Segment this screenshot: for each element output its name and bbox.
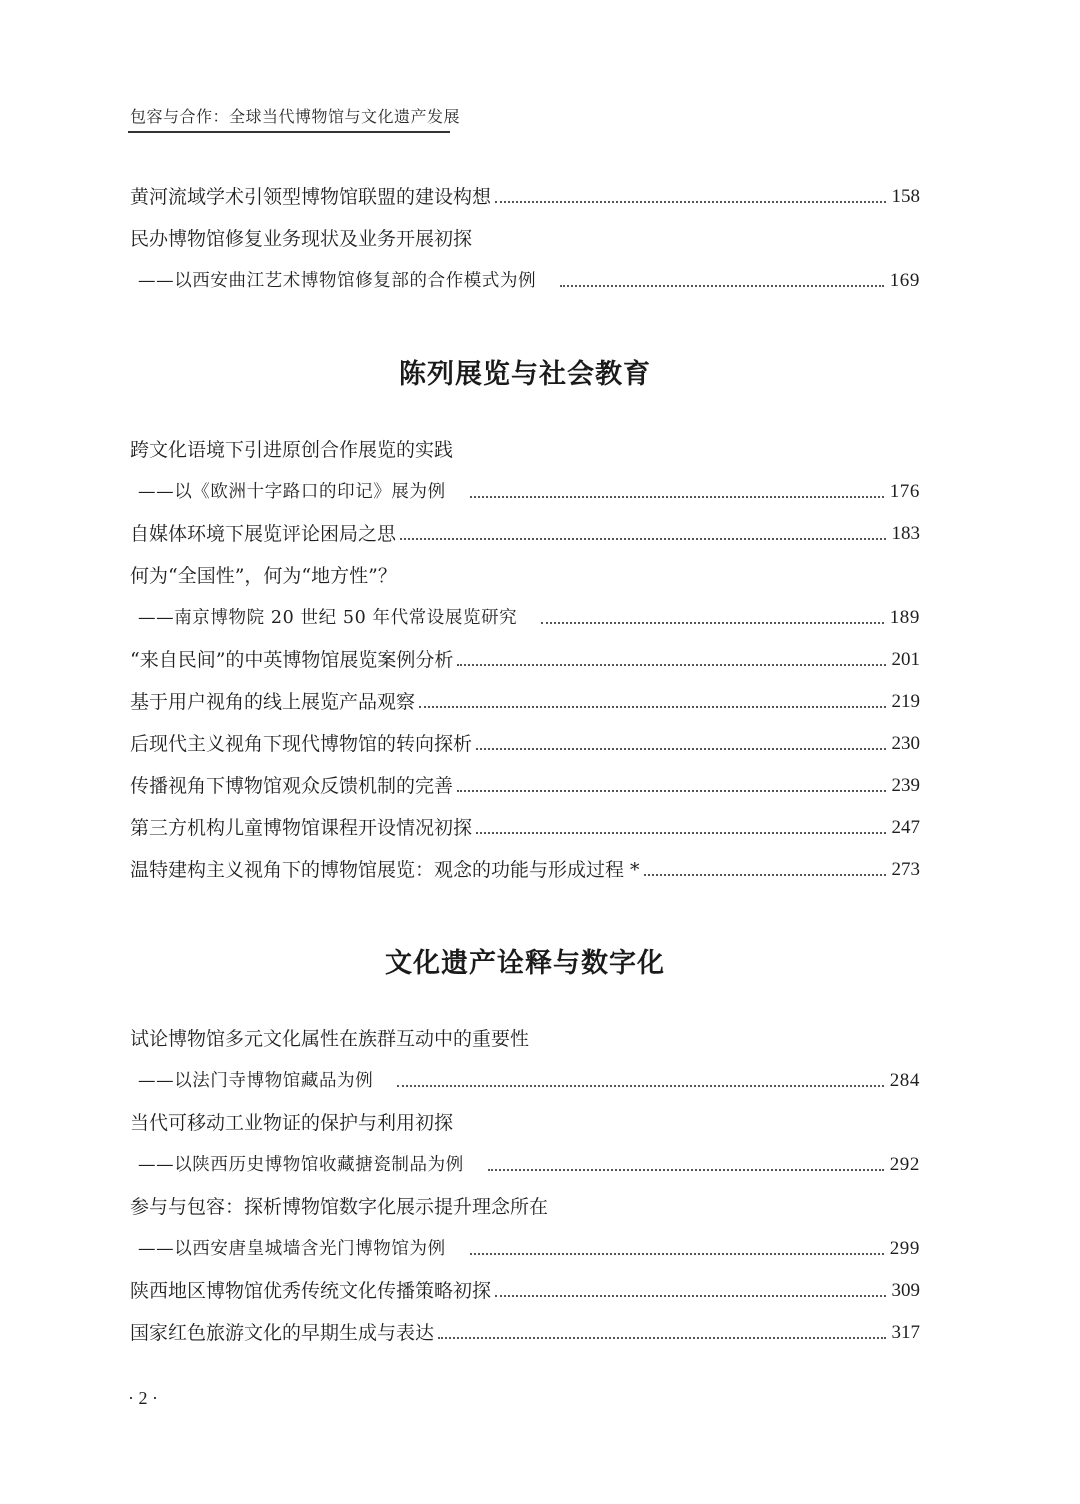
toc-entry-subtitle-line[interactable] — [138, 477, 920, 507]
toc-entry-subtitle: ——以法门寺博物馆藏品为例 — [138, 1071, 374, 1091]
toc-entry-title[interactable]: 试论博物馆多元文化属性在族群互动中的重要性 — [130, 1028, 530, 1050]
toc-entry-subtitle: ——以西安唐皇城墙含光门博物馆为例 — [138, 1239, 446, 1259]
toc-entry-page: 239 — [891, 775, 920, 796]
toc-entry-subtitle-line[interactable] — [138, 1066, 920, 1096]
toc-entry-page: 317 — [891, 1322, 920, 1343]
toc-entry[interactable] — [130, 687, 920, 717]
leader-dots — [476, 748, 885, 750]
toc-entry-subtitle-line[interactable] — [138, 1234, 920, 1264]
toc-entry-subtitle-line[interactable] — [138, 1150, 920, 1180]
toc-entry-page: 299 — [889, 1238, 920, 1259]
toc-entry-subtitle: ——以西安曲江艺术博物馆修复部的合作模式为例 — [138, 271, 537, 291]
toc-entry-page: 169 — [889, 270, 920, 291]
toc-entry-title: 后现代主义视角下现代博物馆的转向探析 — [130, 733, 473, 755]
toc-entry-title: 传播视角下博物馆观众反馈机制的完善 — [130, 775, 454, 797]
leader-dots — [419, 706, 885, 708]
toc-entry-subtitle: ——南京博物院 20 世纪 50 年代常设展览研究 — [138, 608, 518, 628]
toc-entry-title: 陕西地区博物馆优秀传统文化传播策略初探 — [130, 1280, 492, 1302]
toc-entry-title: 黄河流域学术引领型博物馆联盟的建设构想 — [130, 186, 492, 208]
section-heading: 陈列展览与社会教育 — [399, 359, 651, 390]
toc-entry-title[interactable]: 参与与包容：探析博物馆数字化展示提升理念所在 — [130, 1196, 549, 1218]
toc-entry[interactable] — [130, 729, 920, 759]
toc-entry-subtitle-line[interactable] — [138, 603, 920, 633]
toc-entry-page: 158 — [891, 186, 920, 207]
leader-dots — [644, 874, 886, 876]
running-header: 包容与合作：全球当代博物馆与文化遗产发展 — [130, 107, 461, 126]
toc-entry-title: 国家红色旅游文化的早期生成与表达 — [130, 1322, 435, 1344]
toc-entry-page: 273 — [891, 859, 920, 880]
toc-entry-title[interactable]: 民办博物馆修复业务现状及业务开展初探 — [130, 228, 473, 250]
leader-dots — [476, 832, 885, 834]
toc-entry-page: 219 — [891, 691, 920, 712]
toc-entry-page: 201 — [891, 649, 920, 670]
toc-entry-page: 189 — [889, 607, 920, 628]
toc-entry-page: 247 — [891, 817, 920, 838]
toc-entry[interactable] — [130, 1276, 920, 1306]
leader-dots — [560, 285, 883, 287]
toc-entry-subtitle: ——以陕西历史博物馆收藏搪瓷制品为例 — [138, 1155, 464, 1175]
toc-entry-page: 284 — [889, 1070, 920, 1091]
leader-dots — [495, 201, 885, 203]
toc-entry-subtitle-line[interactable] — [138, 266, 920, 296]
toc-entry-title: 第三方机构儿童博物馆课程开设情况初探 — [130, 817, 473, 839]
leader-dots — [495, 1295, 885, 1297]
leader-dots — [400, 538, 885, 540]
toc-entry-page: 183 — [891, 523, 920, 544]
toc-entry[interactable] — [130, 813, 920, 843]
leader-dots — [457, 790, 885, 792]
leader-dots — [470, 496, 884, 498]
toc-entry-page: 176 — [889, 481, 920, 502]
toc-entry-page: 309 — [891, 1280, 920, 1301]
section-heading: 文化遗产诠释与数字化 — [385, 948, 665, 979]
leader-dots — [470, 1253, 884, 1255]
toc-entry[interactable] — [130, 855, 920, 885]
toc-entry[interactable] — [130, 1318, 920, 1348]
toc-entry-title: 基于用户视角的线上展览产品观察 — [130, 691, 416, 713]
toc-entry-page: 292 — [889, 1154, 920, 1175]
toc-entry[interactable] — [130, 519, 920, 549]
toc-entry[interactable] — [130, 182, 920, 212]
toc-entry[interactable] — [130, 771, 920, 801]
leader-dots — [457, 664, 885, 666]
toc-entry-title: 温特建构主义视角下的博物馆展览：观念的功能与形成过程 * — [130, 859, 640, 881]
leader-dots — [488, 1169, 884, 1171]
leader-dots — [397, 1085, 883, 1087]
toc-entry-subtitle: ——以《欧洲十字路口的印记》展为例 — [138, 482, 446, 502]
leader-dots — [541, 622, 883, 624]
toc-entry-title[interactable]: 跨文化语境下引进原创合作展览的实践 — [130, 439, 454, 461]
toc-entry-title[interactable]: 何为“全国性”，何为“地方性”？ — [130, 565, 397, 587]
leader-dots — [438, 1337, 885, 1339]
toc-entry-title: 自媒体环境下展览评论困局之思 — [130, 523, 397, 545]
toc-entry-page: 230 — [891, 733, 920, 754]
page-number: · 2 · — [128, 1388, 158, 1408]
toc-entry[interactable] — [130, 645, 920, 675]
toc-entry-title: “来自民间”的中英博物馆展览案例分析 — [130, 649, 454, 671]
toc-entry-title[interactable]: 当代可移动工业物证的保护与利用初探 — [130, 1112, 454, 1134]
header-rule — [128, 131, 450, 133]
